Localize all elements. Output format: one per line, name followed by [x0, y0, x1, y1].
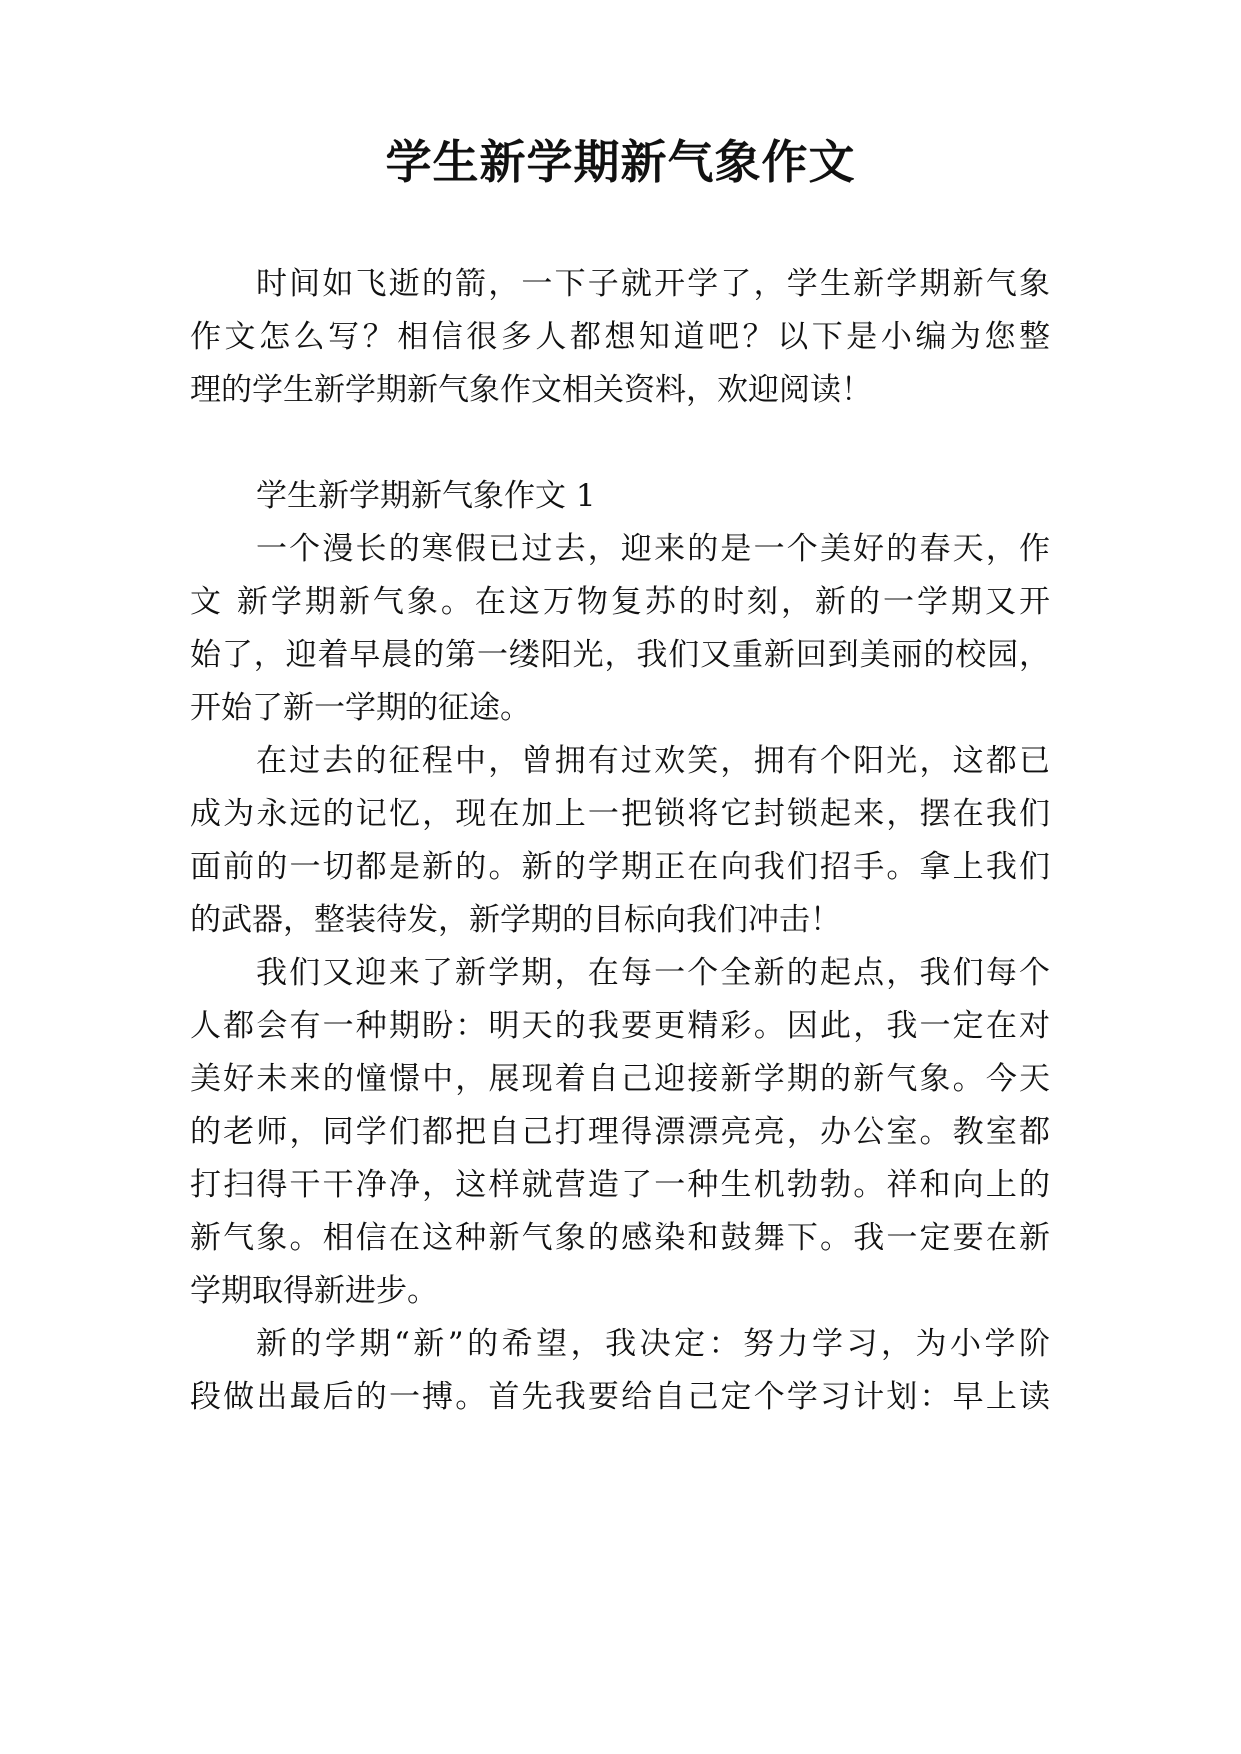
paragraph-line: 一个漫长的寒假已过去，迎来的是一个美好的春天，作: [256, 531, 1050, 567]
paragraph-line: 的武器，整装待发，新学期的目标向我们冲击！: [190, 902, 841, 938]
paragraph-line: 新的学期“新”的希望，我决定：努力学习，为小学阶: [256, 1326, 1050, 1362]
paragraph-line: 面前的一切都是新的。新的学期正在向我们招手。拿上我们: [190, 849, 1050, 885]
document-title: 学生新学期新气象作文: [385, 135, 856, 189]
paragraph-line: 在过去的征程中，曾拥有过欢笑，拥有个阳光，这都已: [256, 743, 1050, 779]
paragraph-line: 段做出最后的一搏。首先我要给自己定个学习计划：早上读: [190, 1379, 1050, 1415]
paragraph-line: 学期取得新进步。: [190, 1273, 438, 1309]
intro-line: 理的学生新学期新气象作文相关资料，欢迎阅读！: [190, 372, 872, 408]
intro-line: 作文怎么写？相信很多人都想知道吧？以下是小编为您整: [190, 319, 1050, 355]
paragraph-line: 人都会有一种期盼：明天的我要更精彩。因此，我一定在对: [190, 1008, 1050, 1044]
paragraph-line: 打扫得干干净净，这样就营造了一种生机勃勃。祥和向上的: [190, 1167, 1050, 1203]
intro-line: 时间如飞逝的箭，一下子就开学了，学生新学期新气象: [256, 266, 1050, 302]
paragraph-line: 始了，迎着早晨的第一缕阳光，我们又重新回到美丽的校园，: [190, 637, 1050, 673]
paragraph-line: 开始了新一学期的征途。: [190, 690, 531, 726]
paragraph-line: 的老师，同学们都把自己打理得漂漂亮亮，办公室。教室都: [190, 1114, 1050, 1150]
section-heading: 学生新学期新气象作文 1: [256, 478, 596, 514]
paragraph-line: 我们又迎来了新学期，在每一个全新的起点，我们每个: [256, 955, 1050, 991]
paragraph-line: 美好未来的憧憬中，展现着自己迎接新学期的新气象。今天: [190, 1061, 1050, 1097]
paragraph-line: 成为永远的记忆，现在加上一把锁将它封锁起来，摆在我们: [190, 796, 1050, 832]
paragraph-line: 文 新学期新气象。在这万物复苏的时刻，新的一学期又开: [190, 584, 1050, 620]
paragraph-line: 新气象。相信在这种新气象的感染和鼓舞下。我一定要在新: [190, 1220, 1050, 1256]
